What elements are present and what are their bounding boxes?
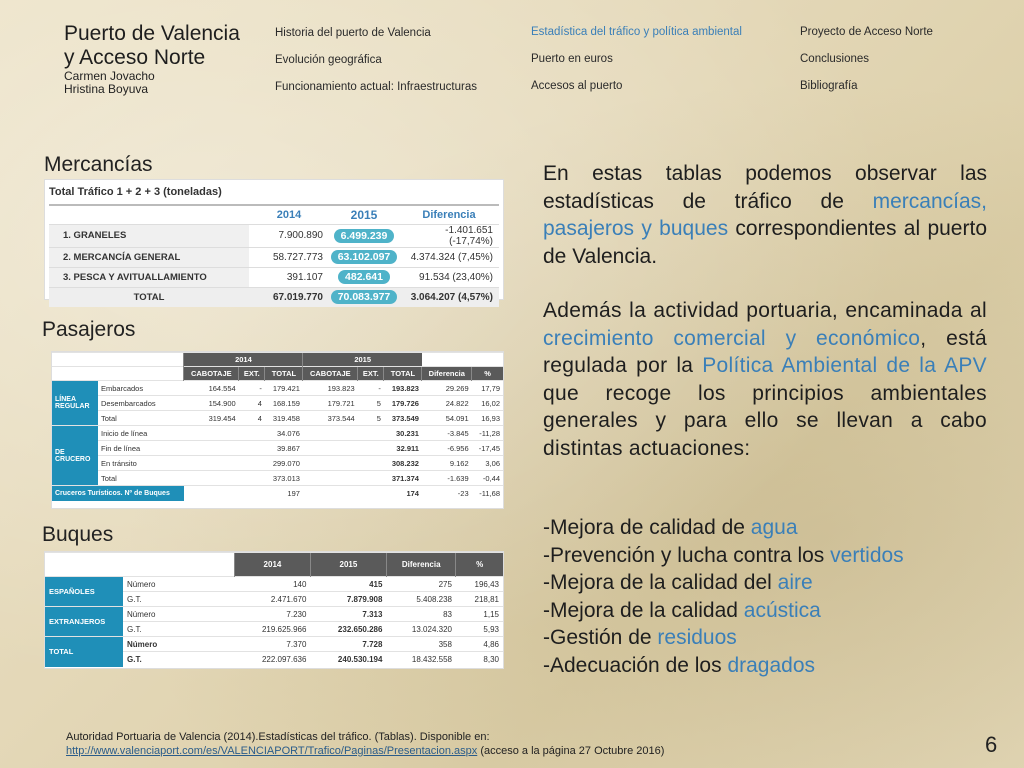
text-run: agua xyxy=(750,516,798,539)
page-number: 6 xyxy=(985,732,998,757)
table-header: 2015 xyxy=(310,553,386,577)
table-cell: 7.900.890 xyxy=(249,224,329,247)
table-cell: 164.554 xyxy=(184,381,239,396)
table-header: Diferencia xyxy=(386,553,456,577)
table-cell: 5.408.238 xyxy=(386,592,456,607)
list-item xyxy=(543,542,904,570)
section-title-mercancias: Mercancías xyxy=(44,153,153,176)
brand-block xyxy=(64,22,240,96)
table-header: TOTAL xyxy=(265,367,303,381)
table-header: % xyxy=(456,553,503,577)
table-row xyxy=(52,426,503,441)
table-cell: 193.823 xyxy=(384,381,422,396)
table-cell: 91.534 (23,40%) xyxy=(399,267,499,287)
text-run: , está regulada por la xyxy=(543,326,987,377)
table-header: 2015 xyxy=(350,207,378,222)
author-2: Hristina Boyuva xyxy=(64,82,149,96)
table-header: 2014 xyxy=(234,553,310,577)
table-cell: En tránsito xyxy=(98,456,184,471)
section-title-pasajeros: Pasajeros xyxy=(42,318,136,341)
table-cell: 58.727.773 xyxy=(249,247,329,267)
table-cell: 3.064.207 (4,57%) xyxy=(399,287,499,307)
table-cell: 232.650.286 xyxy=(310,622,386,637)
table-cell: 197 xyxy=(184,486,303,501)
nav-column-3 xyxy=(800,25,933,106)
source-link[interactable]: http://www.valenciaport.com/es/VALENCIAPORT/Trafico/Paginas/Presentacion.aspx xyxy=(66,745,478,757)
text-run: vertidos xyxy=(830,543,904,567)
citation-text: Autoridad Portuaria de Valencia (2014).Estadísticas del tráfico. (Tablas). Disponible en: xyxy=(66,731,490,743)
table-cell: 7.313 xyxy=(310,607,386,622)
group-label-espanoles: ESPAÑOLES xyxy=(45,577,123,607)
highlight-value: 6.499.239 xyxy=(334,229,395,243)
table-row xyxy=(45,637,503,652)
text-run: -Mejora de la calidad del xyxy=(543,571,778,594)
table-header: TOTAL xyxy=(384,367,422,381)
policy-paragraph xyxy=(543,297,987,462)
table-cell: 196,43 xyxy=(456,577,503,592)
nav-link-estadistica[interactable]: Estadística del tráfico y política ambiental xyxy=(531,26,742,38)
nav-link-bibliografia[interactable]: Bibliografía xyxy=(800,80,858,92)
table-cell: 32.911 xyxy=(303,441,422,456)
table-cell: 16,02 xyxy=(472,396,503,411)
table-cell: 13.024.320 xyxy=(386,622,456,637)
highlight-text: Política Ambiental de la APV xyxy=(702,354,987,377)
actions-list xyxy=(543,514,904,679)
table-cell: 4 xyxy=(239,411,265,426)
table-cell: G.T. xyxy=(123,652,234,667)
table-cell: 3,06 xyxy=(472,456,503,471)
table-cell: 16,93 xyxy=(472,411,503,426)
table-row xyxy=(49,267,499,287)
table-cell: 179.726 xyxy=(384,396,422,411)
table-cell: 218,81 xyxy=(456,592,503,607)
group-label-total: TOTAL xyxy=(45,637,123,667)
table-row-total xyxy=(49,287,499,307)
table-cell: 17,79 xyxy=(472,381,503,396)
text-run: correspondientes al puerto de Valencia. xyxy=(543,217,987,268)
table-cell: -1.639 xyxy=(422,471,472,486)
table-cell: 4.374.324 (7,45%) xyxy=(399,247,499,267)
table-cell: 2. MERCANCÍA GENERAL xyxy=(49,247,249,267)
table-cell: Total xyxy=(98,471,184,486)
list-item xyxy=(543,624,904,652)
table-header xyxy=(49,206,249,224)
highlight-value: 70.083.977 xyxy=(331,290,398,304)
text-run: -Adecuación de los xyxy=(543,653,728,677)
table-header: 2015 xyxy=(303,353,422,367)
table-row xyxy=(52,471,503,486)
table-cell: 154.900 xyxy=(184,396,239,411)
site-title-line1: Puerto de Valencia xyxy=(64,22,240,45)
access-date: (acceso a la página 27 Octubre 2016) xyxy=(477,745,665,757)
table-cell: 299.070 xyxy=(184,456,303,471)
table-cell: 193.823 xyxy=(303,381,358,396)
table-cell: -6.956 xyxy=(422,441,472,456)
table-header: Diferencia xyxy=(422,367,472,381)
table-cell: 373.549 xyxy=(384,411,422,426)
table-cell: -1.401.651 (-17,74%) xyxy=(399,224,499,247)
text-run: -Mejora de la calidad xyxy=(543,598,744,622)
table-cell: - xyxy=(358,381,384,396)
table-cell: 240.530.194 xyxy=(310,652,386,667)
table-cell: 308.232 xyxy=(303,456,422,471)
table-cell: 5 xyxy=(358,411,384,426)
table-cell: 373.544 xyxy=(303,411,358,426)
table-cell: Número xyxy=(123,607,234,622)
table-cell: 1. GRANELES xyxy=(49,224,249,247)
table-cell: 8,30 xyxy=(456,652,503,667)
text-run: que recoge los principios ambientales generales y para ello se llevan a cabo distintas actuaciones: xyxy=(543,381,987,460)
table-header: EXT. xyxy=(239,367,265,381)
table-cell: 168.159 xyxy=(265,396,303,411)
highlight-text: crecimiento comercial y económico xyxy=(543,326,921,350)
site-title-line2: y Acceso Norte xyxy=(64,46,206,69)
table-cell: 179.421 xyxy=(265,381,303,396)
table-cell: Fin de línea xyxy=(98,441,184,456)
citation-footer xyxy=(66,730,664,758)
table-cell: Número xyxy=(123,577,234,592)
text-run: dragados xyxy=(727,653,816,677)
table-cell: -11,28 xyxy=(472,426,503,441)
group-label-linea: LÍNEA REGULAR xyxy=(52,381,98,426)
nav-column-2 xyxy=(531,25,742,106)
highlight-text: mercancías, pasajeros y buques xyxy=(543,189,987,240)
text-run: -Prevención y lucha contra los xyxy=(543,543,831,567)
table-cell: 67.019.770 xyxy=(249,287,329,307)
table-cell: 29.269 xyxy=(422,381,472,396)
nav-link-funcionamiento[interactable]: Funcionamiento actual: Infraestructuras xyxy=(275,81,477,93)
table-cell: TOTAL xyxy=(49,287,249,307)
table-header: % xyxy=(472,367,503,381)
list-item xyxy=(543,514,904,542)
table-header: 2014 xyxy=(276,208,302,221)
table-cell: 54.091 xyxy=(422,411,472,426)
table-cell: 319.454 xyxy=(184,411,239,426)
table-cell: G.T. xyxy=(123,592,234,607)
group-label-crucero: DE CRUCERO xyxy=(52,426,98,486)
text-run: En estas tablas podemos observar las estadísticas de tráfico de xyxy=(543,162,987,213)
list-item xyxy=(543,597,904,625)
highlight-value: 63.102.097 xyxy=(331,250,398,264)
highlight-value: 482.641 xyxy=(338,270,390,284)
table-cell: 39.867 xyxy=(184,441,303,456)
table-cell: -0,44 xyxy=(472,471,503,486)
table-cell: 391.107 xyxy=(249,267,329,287)
table-cell: 371.374 xyxy=(303,471,422,486)
text-run: aire xyxy=(777,571,813,594)
list-item xyxy=(543,569,904,597)
table-cell: 7.230 xyxy=(234,607,310,622)
table-cell: 373.013 xyxy=(184,471,303,486)
text-run: -Gestión de xyxy=(543,626,658,649)
table-cell: 7.728 xyxy=(310,637,386,652)
text-run: residuos xyxy=(657,626,737,649)
table-cell: Total xyxy=(98,411,184,426)
author-1: Carmen Jovacho xyxy=(64,69,155,83)
table-cell: 4,86 xyxy=(456,637,503,652)
table-row xyxy=(49,247,499,267)
table-cell: 83 xyxy=(386,607,456,622)
nav-link-puerto-euros[interactable]: Puerto en euros xyxy=(531,53,613,65)
mercancias-table xyxy=(44,179,504,304)
table-row xyxy=(49,224,499,247)
table-header: CABOTAJE xyxy=(184,367,239,381)
table-cell: 7.879.908 xyxy=(310,592,386,607)
pasajeros-table xyxy=(51,351,504,509)
table-cell: G.T. xyxy=(123,622,234,637)
table-cell: 174 xyxy=(303,486,422,501)
table-row xyxy=(52,381,503,396)
table-cell: 4 xyxy=(239,396,265,411)
table-cell: 30.231 xyxy=(303,426,422,441)
table-cell: -11,68 xyxy=(472,486,503,501)
table-header: EXT. xyxy=(358,367,384,381)
buques-table xyxy=(44,551,504,669)
table-cell: 5,93 xyxy=(456,622,503,637)
intro-paragraph xyxy=(543,160,987,270)
nav-link-proyecto[interactable]: Proyecto de Acceso Norte xyxy=(800,26,933,38)
table-cell: 179.721 xyxy=(303,396,358,411)
table-cell: 319.458 xyxy=(265,411,303,426)
table-cell: 34.076 xyxy=(184,426,303,441)
table-cell: 7.370 xyxy=(234,637,310,652)
text-run: -Mejora de calidad de xyxy=(543,516,751,539)
table-row xyxy=(45,577,503,592)
table-row xyxy=(52,396,503,411)
table-caption: Total Tráfico 1 + 2 + 3 (toneladas) xyxy=(49,184,499,206)
table-row xyxy=(45,607,503,622)
table-cell: 140 xyxy=(234,577,310,592)
table-cell: Embarcados xyxy=(98,381,184,396)
table-cell: 415 xyxy=(310,577,386,592)
table-cell: -17,45 xyxy=(472,441,503,456)
list-item xyxy=(543,652,904,680)
table-header: 2014 xyxy=(184,353,303,367)
table-cell: 18.432.558 xyxy=(386,652,456,667)
table-row xyxy=(52,486,503,501)
table-cell: Número xyxy=(123,637,234,652)
table-header: Diferencia xyxy=(422,208,476,221)
text-run: acústica xyxy=(743,598,821,622)
table-cell: Inicio de línea xyxy=(98,426,184,441)
table-cell: 1,15 xyxy=(456,607,503,622)
table-cell: - xyxy=(239,381,265,396)
table-header: CABOTAJE xyxy=(303,367,358,381)
nav-column-1 xyxy=(275,26,477,107)
nav-link-evolucion[interactable]: Evolución geográfica xyxy=(275,54,382,66)
table-row xyxy=(52,456,503,471)
table-cell: 5 xyxy=(358,396,384,411)
table-cell: 219.625.966 xyxy=(234,622,310,637)
table-cell: 358 xyxy=(386,637,456,652)
nav-link-conclusiones[interactable]: Conclusiones xyxy=(800,53,870,65)
table-cell: 222.097.636 xyxy=(234,652,310,667)
table-cell: 3. PESCA Y AVITUALLAMIENTO xyxy=(49,267,249,287)
nav-link-accesos[interactable]: Accesos al puerto xyxy=(531,80,623,92)
table-row xyxy=(52,411,503,426)
table-cell: -23 xyxy=(422,486,472,501)
table-cell: 24.822 xyxy=(422,396,472,411)
group-label-buques: Cruceros Turísticos. Nº de Buques xyxy=(52,486,184,501)
table-cell: -3.845 xyxy=(422,426,472,441)
table-row xyxy=(52,441,503,456)
section-title-buques: Buques xyxy=(42,523,114,546)
group-label-extranjeros: EXTRANJEROS xyxy=(45,607,123,637)
table-cell: 275 xyxy=(386,577,456,592)
nav-link-historia[interactable]: Historia del puerto de Valencia xyxy=(275,27,431,39)
table-cell: Desembarcados xyxy=(98,396,184,411)
table-cell: 9.162 xyxy=(422,456,472,471)
text-run: Además la actividad portuaria, encaminada al xyxy=(543,299,987,322)
table-cell: 2.471.670 xyxy=(234,592,310,607)
